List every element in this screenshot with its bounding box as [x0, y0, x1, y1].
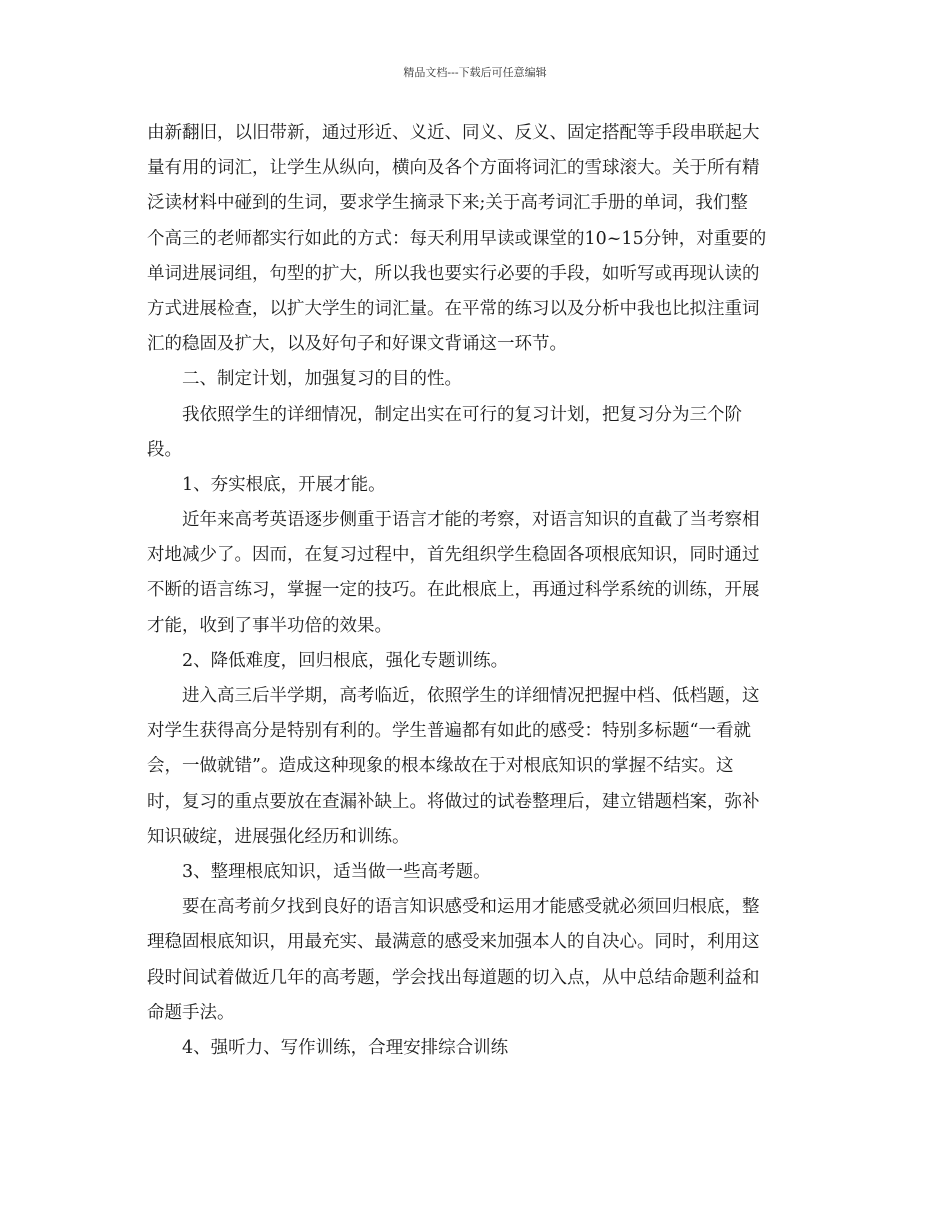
page-header: 精品文档---下载后可任意编辑: [403, 66, 547, 79]
text-line: 单词进展词组，句型的扩大，所以我也要实行必要的手段，如听写或再现认读的: [147, 263, 760, 284]
text-line: 1、夯实根底，开展才能。: [182, 474, 386, 495]
document-body: [147, 116, 803, 1066]
text-line: 由新翻旧，以旧带新，通过形近、义近、同义、反义、固定搭配等手段串联起大: [147, 123, 760, 143]
text-line: 时，复习的重点要放在查漏补缺上。将做过的试卷整理后，建立错题档案，弥补: [147, 791, 760, 812]
text-line: 要在高考前夕找到良好的语言知识感受和运用才能感受就必须回归根底，整: [182, 897, 760, 918]
text-line: 不断的语言练习，掌握一定的技巧。在此根底上，再通过科学系统的训练，开展: [147, 580, 760, 601]
text-line: 对学生获得高分是特别有利的。学生普遍都有如此的感受：特别多标题“一看就: [147, 721, 751, 742]
text-line: 汇的稳固及扩大，以及好句子和好课文背诵这一环节。: [147, 334, 567, 355]
text-line: 才能，收到了事半功倍的效果。: [147, 615, 392, 636]
text-line: 我依照学生的详细情况，制定出实在可行的复习计划，把复习分为三个阶: [182, 404, 742, 425]
text-line: 进入高三后半学期，高考临近，依照学生的详细情况把握中档、低档题，这: [182, 686, 760, 706]
text-line: 个高三的老师都实行如此的方式：每天利用早读或课堂的10~15分钟，对重要的: [147, 228, 767, 249]
text-line: 对地减少了。因而，在复习过程中，首先组织学生稳固各项根底知识，同时通过: [147, 545, 760, 566]
text-line: 量有用的词汇，让学生从纵向，横向及各个方面将词汇的雪球滚大。关于所有精: [147, 158, 760, 179]
text-line: 方式进展检查，以扩大学生的词汇量。在平常的练习以及分析中我也比拟注重词: [147, 298, 760, 319]
text-line: 二、制定计划，加强复习的目的性。: [182, 369, 462, 390]
text-line: 3、整理根底知识，适当做一些高考题。: [182, 861, 491, 882]
text-line: 2、降低难度，回归根底，强化专题训练。: [182, 650, 509, 671]
text-line: 理稳固根底知识，用最充实、最满意的感受来加强本人的自决心。同时，利用这: [147, 932, 760, 953]
text-line: 知识破绽，进展强化经历和训练。: [147, 826, 410, 847]
text-line: 会，一做就错”。造成这种现象的根本缘故在于对根底知识的掌握不结实。这: [147, 756, 734, 777]
text-line: 泛读材料中碰到的生词，要求学生摘录下来;关于高考词汇手册的单词，我们整: [147, 193, 748, 214]
text-line: 段。: [147, 439, 182, 460]
text-line: 4、强听力、写作训练，合理安排综合训练: [182, 1037, 509, 1058]
text-line: 段时间试着做近几年的高考题，学会找出每道题的切入点，从中总结命题利益和: [147, 967, 760, 988]
text-line: 命题手法。: [147, 1002, 235, 1023]
text-line: 近年来高考英语逐步侧重于语言才能的考察，对语言知识的直截了当考察相: [182, 510, 760, 531]
